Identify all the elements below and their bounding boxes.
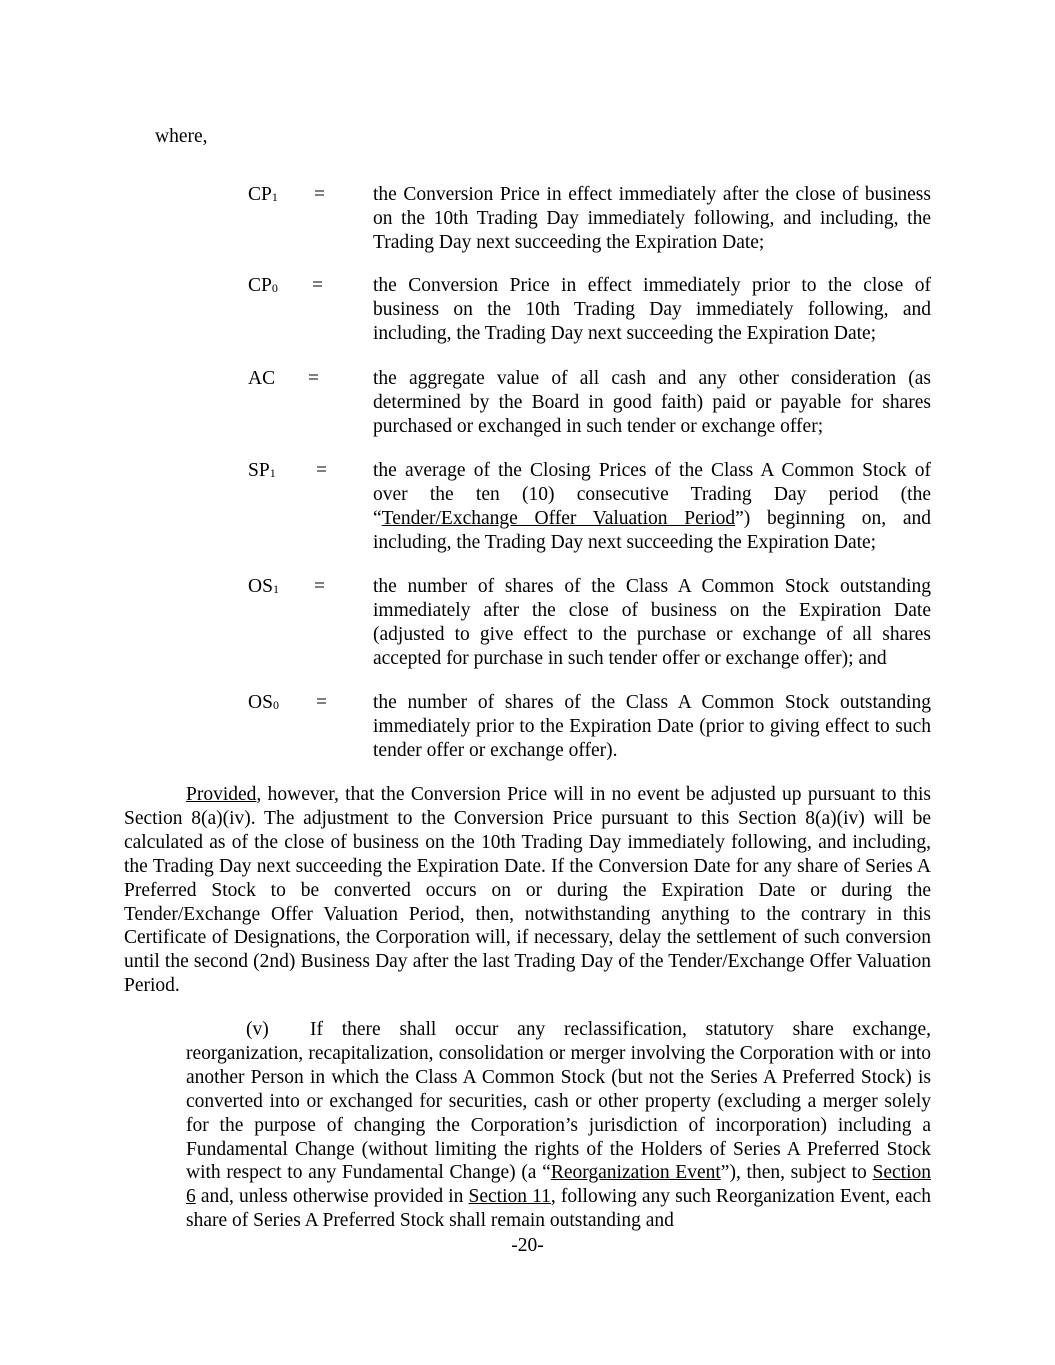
definition-text: the number of shares of the Class A Common Stock outstanding immediately after the close of business on the Expiration Date (adjusted to give effect to the purchase or exchange of all shares accepted for purchase in such tender offer or exchange offer); and — [373, 576, 931, 669]
definition-symbol: $OS_1$ — [248, 576, 279, 597]
equals-sign: = — [312, 275, 323, 296]
definition-text: the average of the Closing Prices of the Class A Common Stock of over the ten (10) consecutive Trading Day period (the “Tender/Exchange Offer Valuation Period”) beginning on, and including, the Trading Day next succeeding the Expiration Date; — [373, 460, 932, 553]
clause-number: (v) — [246, 1019, 269, 1040]
equals-sign: = — [314, 184, 325, 205]
definition-symbol: $CP_1$ — [248, 184, 278, 205]
definition-symbol: $SP_1$ — [248, 460, 276, 481]
equals-sign: = — [314, 576, 325, 597]
equals-sign: = — [316, 692, 327, 713]
defined-term-valuation-period: Tender/Exchange Offer Valuation Period — [381, 507, 736, 529]
definition-text: the aggregate value of all cash and any other consideration (as determined by the Board in good faith) paid or payable for shares purchased or exchanged in such tender or exchange offer; — [373, 368, 931, 437]
definition-text: the Conversion Price in effect immediately prior to the close of business on the 10th Trading Day immediately following, and including, the Trading Day next succeeding the Expiration Date; — [373, 275, 931, 344]
definition-os0 — [248, 691, 931, 763]
definition-symbol: $OS_0$ — [248, 692, 279, 713]
definition-os1 — [248, 575, 931, 671]
definition-cp1 — [248, 183, 931, 255]
definition-text: the Conversion Price in effect immediately after the close of business on the 10th Trading Day immediately following, and including, the Trading Day next succeeding the Expiration Date; — [373, 184, 931, 253]
clause-v: (v) If there shall occur any reclassification, statutory share exchange, reorganization, recapitalization, consolidation or merger involving the Corporation with or into another Person in which the Class A Common Stock (but not the Series A Preferred Stock) is converted into or exchanged for securities, cash or other property (excluding a merger solely for the purpose of changing the Corporation’s jurisdiction of incorporation) including a Fundamental Change (without limiting the rights of the Holders of Series A Preferred Stock with respect to any Fundamental Change) (a “Reorganization Event”), then, subject to Section 6 and, unless otherwise provided in Section 11, following any such Reorganization Event, each share of Series A Preferred Stock shall remain outstanding and — [186, 1019, 932, 1232]
equals-sign: = — [316, 460, 327, 481]
definition-ac — [248, 367, 931, 439]
proviso-lead: Provided — [186, 784, 257, 805]
intro-text: where, — [155, 126, 208, 147]
section-11-reference: Section 11 — [468, 1186, 551, 1208]
proviso-paragraph: Provided, however, that the Conversion Price will in no event be adjusted up pursuant to this Section 8(a)(iv). The adjustment to the Conversion Price pursuant to this Section 8(a)(iv) will be calculated as of the close of business on the 10th Trading Day immediately following, and including, the Trading Day next succeeding the Expiration Date. If the Conversion Date for any share of Series A Preferred Stock to be converted occurs on or during the Expiration Date or during the Tender/Exchange Offer Valuation Period, then, notwithstanding anything to the contrary in this Certificate of Designations, the Corporation will, if necessary, delay the settlement of such conversion until the second (2nd) Business Day after the last Trading Day of the Tender/Exchange Offer Valuation Period. — [124, 784, 931, 997]
definition-cp0 — [248, 274, 931, 346]
equals-sign: = — [308, 368, 319, 389]
page-number: -20- — [511, 1235, 544, 1256]
section-6-reference: Section 6 — [186, 1162, 931, 1208]
definition-sp1 — [248, 459, 931, 555]
definition-symbol: $CP_0$ — [248, 275, 278, 296]
defined-term-reorganization-event: Reorganization Event — [550, 1162, 721, 1184]
definition-symbol: AC — [248, 368, 276, 389]
definition-text: the number of shares of the Class A Common Stock outstanding immediately prior to the Expiration Date (prior to giving effect to such tender offer or exchange offer). — [373, 692, 931, 761]
